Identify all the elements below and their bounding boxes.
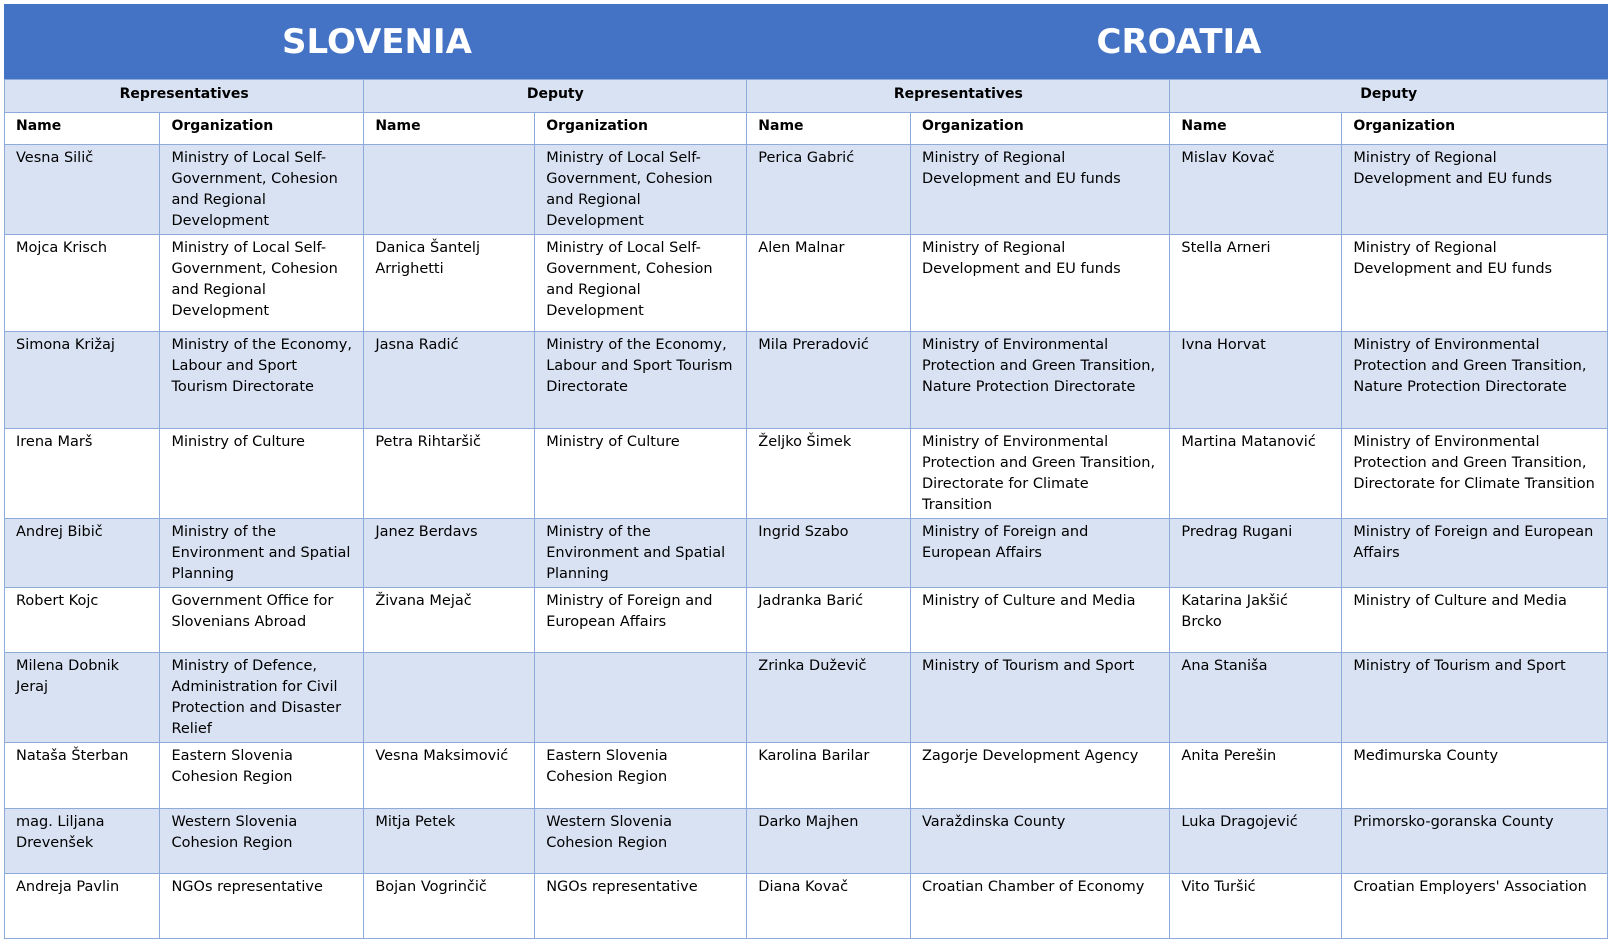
- name-cell: [364, 653, 535, 743]
- organization-cell: Western Slovenia Cohesion Region: [160, 809, 364, 874]
- group-header-cell: Representatives: [5, 80, 364, 113]
- organization-cell: Ministry of the Economy, Labour and Sport Tourism Directorate: [160, 332, 364, 429]
- name-cell: Robert Kojc: [5, 588, 160, 653]
- name-cell: Andreja Pavlin: [5, 874, 160, 939]
- name-cell: Nataša Šterban: [5, 743, 160, 809]
- column-header: Name: [364, 113, 535, 145]
- name-cell: Mislav Kovač: [1170, 145, 1342, 235]
- column-header-row: [5, 113, 1608, 145]
- organization-cell: Primorsko-goranska County: [1342, 809, 1608, 874]
- name-cell: Stella Arneri: [1170, 235, 1342, 332]
- organization-cell: Ministry of Defence, Administration for Civil Protection and Disaster Relief: [160, 653, 364, 743]
- organization-cell: NGOs representative: [160, 874, 364, 939]
- group-header-cell: Deputy: [364, 80, 747, 113]
- name-cell: Ana Staniša: [1170, 653, 1342, 743]
- table-row: [5, 332, 1608, 429]
- name-cell: Vito Turšić: [1170, 874, 1342, 939]
- organization-cell: Ministry of Foreign and European Affairs: [910, 519, 1169, 588]
- organization-cell: Croatian Employers' Association: [1342, 874, 1608, 939]
- organization-cell: Ministry of Local Self-Government, Cohesion and Regional Development: [160, 145, 364, 235]
- name-cell: Luka Dragojević: [1170, 809, 1342, 874]
- country-title-croatia: CROATIA: [1096, 21, 1262, 62]
- organization-cell: Ministry of Regional Development and EU funds: [1342, 145, 1608, 235]
- name-cell: Janez Berdavs: [364, 519, 535, 588]
- organization-cell: Međimurska County: [1342, 743, 1608, 809]
- column-header: Organization: [910, 113, 1169, 145]
- name-cell: Jadranka Barić: [747, 588, 911, 653]
- name-cell: Diana Kovač: [747, 874, 911, 939]
- country-title-slovenia: SLOVENIA: [282, 21, 472, 62]
- name-cell: Jasna Radić: [364, 332, 535, 429]
- name-cell: Petra Rihtaršič: [364, 429, 535, 519]
- name-cell: Zrinka Duževič: [747, 653, 911, 743]
- name-cell: Karolina Barilar: [747, 743, 911, 809]
- name-cell: Perica Gabrić: [747, 145, 911, 235]
- organization-cell: Ministry of the Environment and Spatial Planning: [160, 519, 364, 588]
- table-row: [5, 809, 1608, 874]
- table-row: [5, 743, 1608, 809]
- name-cell: [364, 145, 535, 235]
- table-row: [5, 429, 1608, 519]
- name-cell: Darko Majhen: [747, 809, 911, 874]
- organization-cell: Ministry of Culture: [535, 429, 747, 519]
- organization-cell: Ministry of Tourism and Sport: [910, 653, 1169, 743]
- organization-cell: Ministry of Environmental Protection and Green Transition, Directorate for Climate Transition: [910, 429, 1169, 519]
- organization-cell: Ministry of Culture: [160, 429, 364, 519]
- column-header: Organization: [535, 113, 747, 145]
- organization-cell: Ministry of Local Self-Government, Cohesion and Regional Development: [160, 235, 364, 332]
- name-cell: Milena Dobnik Jeraj: [5, 653, 160, 743]
- column-header: Name: [747, 113, 911, 145]
- name-cell: Živana Mejač: [364, 588, 535, 653]
- table-row: [5, 653, 1608, 743]
- column-header: Organization: [160, 113, 364, 145]
- table-row: [5, 235, 1608, 332]
- organization-cell: Ministry of Environmental Protection and Green Transition, Directorate for Climate Transition: [1342, 429, 1608, 519]
- name-cell: Katarina Jakšić Brcko: [1170, 588, 1342, 653]
- group-header-cell: Representatives: [747, 80, 1170, 113]
- country-banner: [4, 4, 1608, 79]
- name-cell: Andrej Bibič: [5, 519, 160, 588]
- group-header-cell: Deputy: [1170, 80, 1608, 113]
- name-cell: Danica Šantelj Arrighetti: [364, 235, 535, 332]
- name-cell: Anita Perešin: [1170, 743, 1342, 809]
- organization-cell: Eastern Slovenia Cohesion Region: [160, 743, 364, 809]
- name-cell: Mitja Petek: [364, 809, 535, 874]
- column-header: Name: [1170, 113, 1342, 145]
- name-cell: Mojca Krisch: [5, 235, 160, 332]
- name-cell: Martina Matanović: [1170, 429, 1342, 519]
- organization-cell: Ministry of Regional Development and EU funds: [910, 235, 1169, 332]
- organization-cell: Ministry of Environmental Protection and Green Transition, Nature Protection Directorate: [910, 332, 1169, 429]
- organization-cell: Ministry of Foreign and European Affairs: [1342, 519, 1608, 588]
- column-header: Organization: [1342, 113, 1608, 145]
- name-cell: Irena Marš: [5, 429, 160, 519]
- organization-cell: Ministry of Regional Development and EU funds: [910, 145, 1169, 235]
- name-cell: Simona Križaj: [5, 332, 160, 429]
- name-cell: Vesna Silič: [5, 145, 160, 235]
- organization-cell: Croatian Chamber of Economy: [910, 874, 1169, 939]
- name-cell: Vesna Maksimović: [364, 743, 535, 809]
- organization-cell: Ministry of Culture and Media: [1342, 588, 1608, 653]
- organization-cell: Eastern Slovenia Cohesion Region: [535, 743, 747, 809]
- members-table: [4, 79, 1608, 939]
- name-cell: Mila Preradović: [747, 332, 911, 429]
- organization-cell: Ministry of Culture and Media: [910, 588, 1169, 653]
- organization-cell: NGOs representative: [535, 874, 747, 939]
- name-cell: Ivna Horvat: [1170, 332, 1342, 429]
- name-cell: Bojan Vogrinčič: [364, 874, 535, 939]
- name-cell: Ingrid Szabo: [747, 519, 911, 588]
- organization-cell: Ministry of Local Self-Government, Cohesion and Regional Development: [535, 235, 747, 332]
- organization-cell: Ministry of Tourism and Sport: [1342, 653, 1608, 743]
- table-row: [5, 588, 1608, 653]
- organization-cell: Government Office for Slovenians Abroad: [160, 588, 364, 653]
- organization-cell: [535, 653, 747, 743]
- table-row: [5, 874, 1608, 939]
- organization-cell: Ministry of Local Self-Government, Cohesion and Regional Development: [535, 145, 747, 235]
- organization-cell: Ministry of Environmental Protection and Green Transition, Nature Protection Directorate: [1342, 332, 1608, 429]
- name-cell: Željko Šimek: [747, 429, 911, 519]
- organization-cell: Ministry of Foreign and European Affairs: [535, 588, 747, 653]
- organization-cell: Ministry of Regional Development and EU funds: [1342, 235, 1608, 332]
- organization-cell: Ministry of the Economy, Labour and Sport Tourism Directorate: [535, 332, 747, 429]
- column-header: Name: [5, 113, 160, 145]
- organization-cell: Western Slovenia Cohesion Region: [535, 809, 747, 874]
- table-row: [5, 145, 1608, 235]
- group-header-row: [5, 80, 1608, 113]
- committee-table: [4, 4, 1608, 939]
- organization-cell: Varaždinska County: [910, 809, 1169, 874]
- table-row: [5, 519, 1608, 588]
- name-cell: Predrag Rugani: [1170, 519, 1342, 588]
- name-cell: mag. Liljana Drevenšek: [5, 809, 160, 874]
- organization-cell: Zagorje Development Agency: [910, 743, 1169, 809]
- name-cell: Alen Malnar: [747, 235, 911, 332]
- organization-cell: Ministry of the Environment and Spatial Planning: [535, 519, 747, 588]
